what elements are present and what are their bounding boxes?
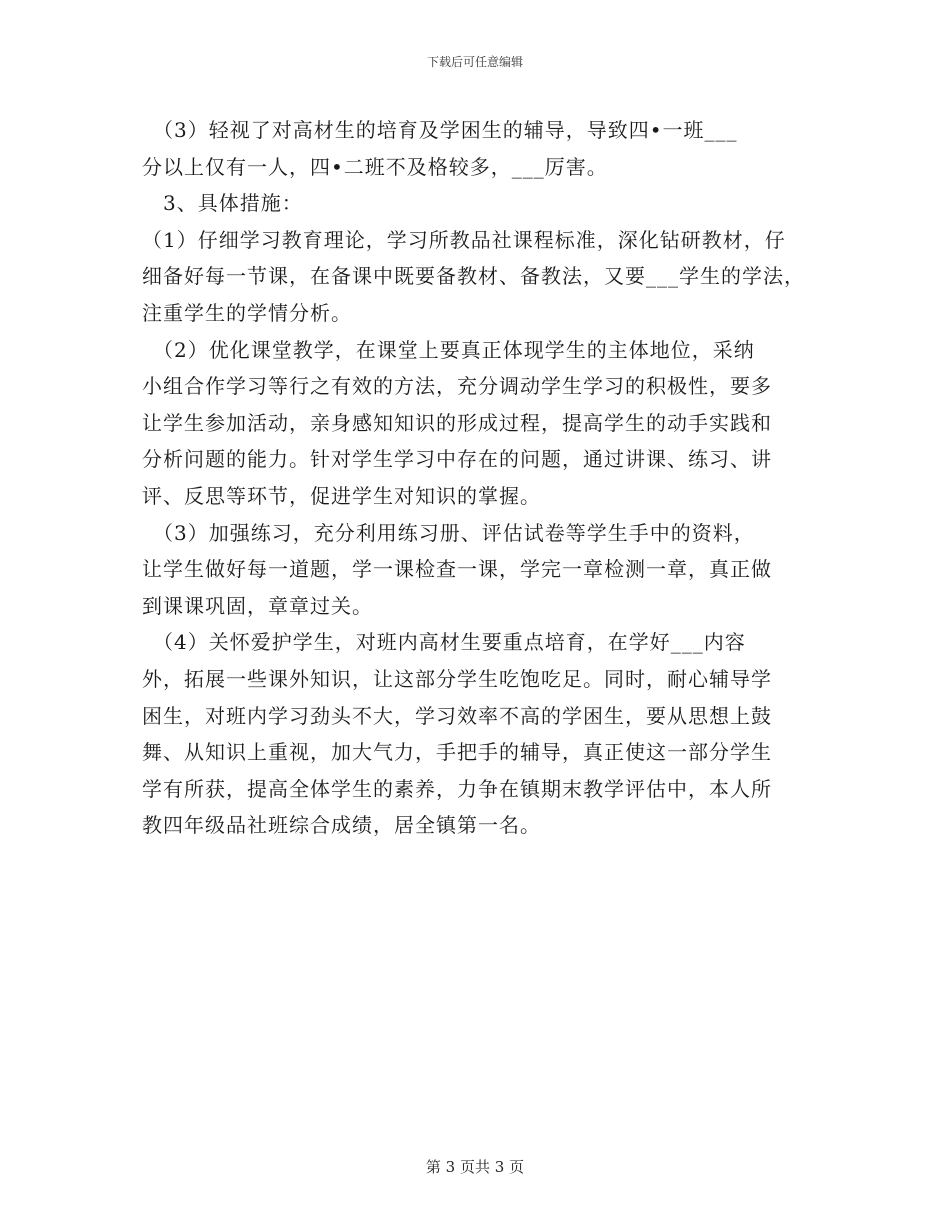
text-line: 舞、从知识上重视，加大气力，手把手的辅导，真正使这一部分学生 bbox=[142, 740, 772, 765]
text-line: （1）仔细学习教育理论，学习所教品社课程标准，深化钻研教材，仔 bbox=[142, 227, 786, 252]
text-line: （3）加强练习，充分利用练习册、评估试卷等学生手中的资料， bbox=[142, 520, 755, 545]
text-line: 教四年级品社班综合成绩，居全镇第一名。 bbox=[142, 813, 541, 838]
text-line: 困生，对班内学习劲头不大，学习效率不高的学困生，要从思想上鼓 bbox=[142, 703, 772, 728]
text-line: （2）优化课堂教学，在课堂上要真正体现学生的主体地位，采纳 bbox=[142, 337, 755, 362]
page-footer: 第 3 页共 3 页 bbox=[425, 1158, 525, 1176]
text-line: 学有所获，提高全体学生的素养，力争在镇期末教学评估中，本人所 bbox=[142, 776, 772, 801]
text-line: 分析问题的能力。针对学生学习中存在的问题，通过讲课、练习、讲 bbox=[142, 447, 772, 472]
text-line: 评、反思等环节，促进学生对知识的掌握。 bbox=[142, 483, 541, 508]
page-header: 下载后可任意编辑 bbox=[426, 55, 523, 69]
text-line: （3）轻视了对高材生的培育及学困生的辅导，导致四•一班___ bbox=[142, 118, 738, 142]
text-line: 小组合作学习等行之有效的方法，充分调动学生学习的积极性，要多 bbox=[142, 374, 772, 399]
text-line: 让学生做好每一道题，学一课检查一课，学完一章检测一章，真正做 bbox=[142, 557, 772, 582]
text-line: 让学生参加活动，亲身感知知识的形成过程，提高学生的动手实践和 bbox=[142, 410, 772, 435]
document-body bbox=[142, 112, 807, 844]
text-line: 外，拓展一些课外知识，让这部分学生吃饱吃足。同时，耐心辅导学 bbox=[142, 666, 772, 691]
text-line: 3、具体措施： bbox=[142, 191, 303, 216]
text-line: 注重学生的学情分析。 bbox=[142, 300, 352, 325]
text-line: （4）关怀爱护学生，对班内高材生要重点培育，在学好___内容 bbox=[142, 630, 746, 655]
text-line: 细备好每一节课，在备课中既要备教材、备教法，又要___学生的学法， bbox=[142, 264, 805, 289]
text-line: 到课课巩固，章章过关。 bbox=[142, 593, 373, 618]
text-line: 分以上仅有一人，四•二班不及格较多，___厉害。 bbox=[142, 154, 608, 179]
